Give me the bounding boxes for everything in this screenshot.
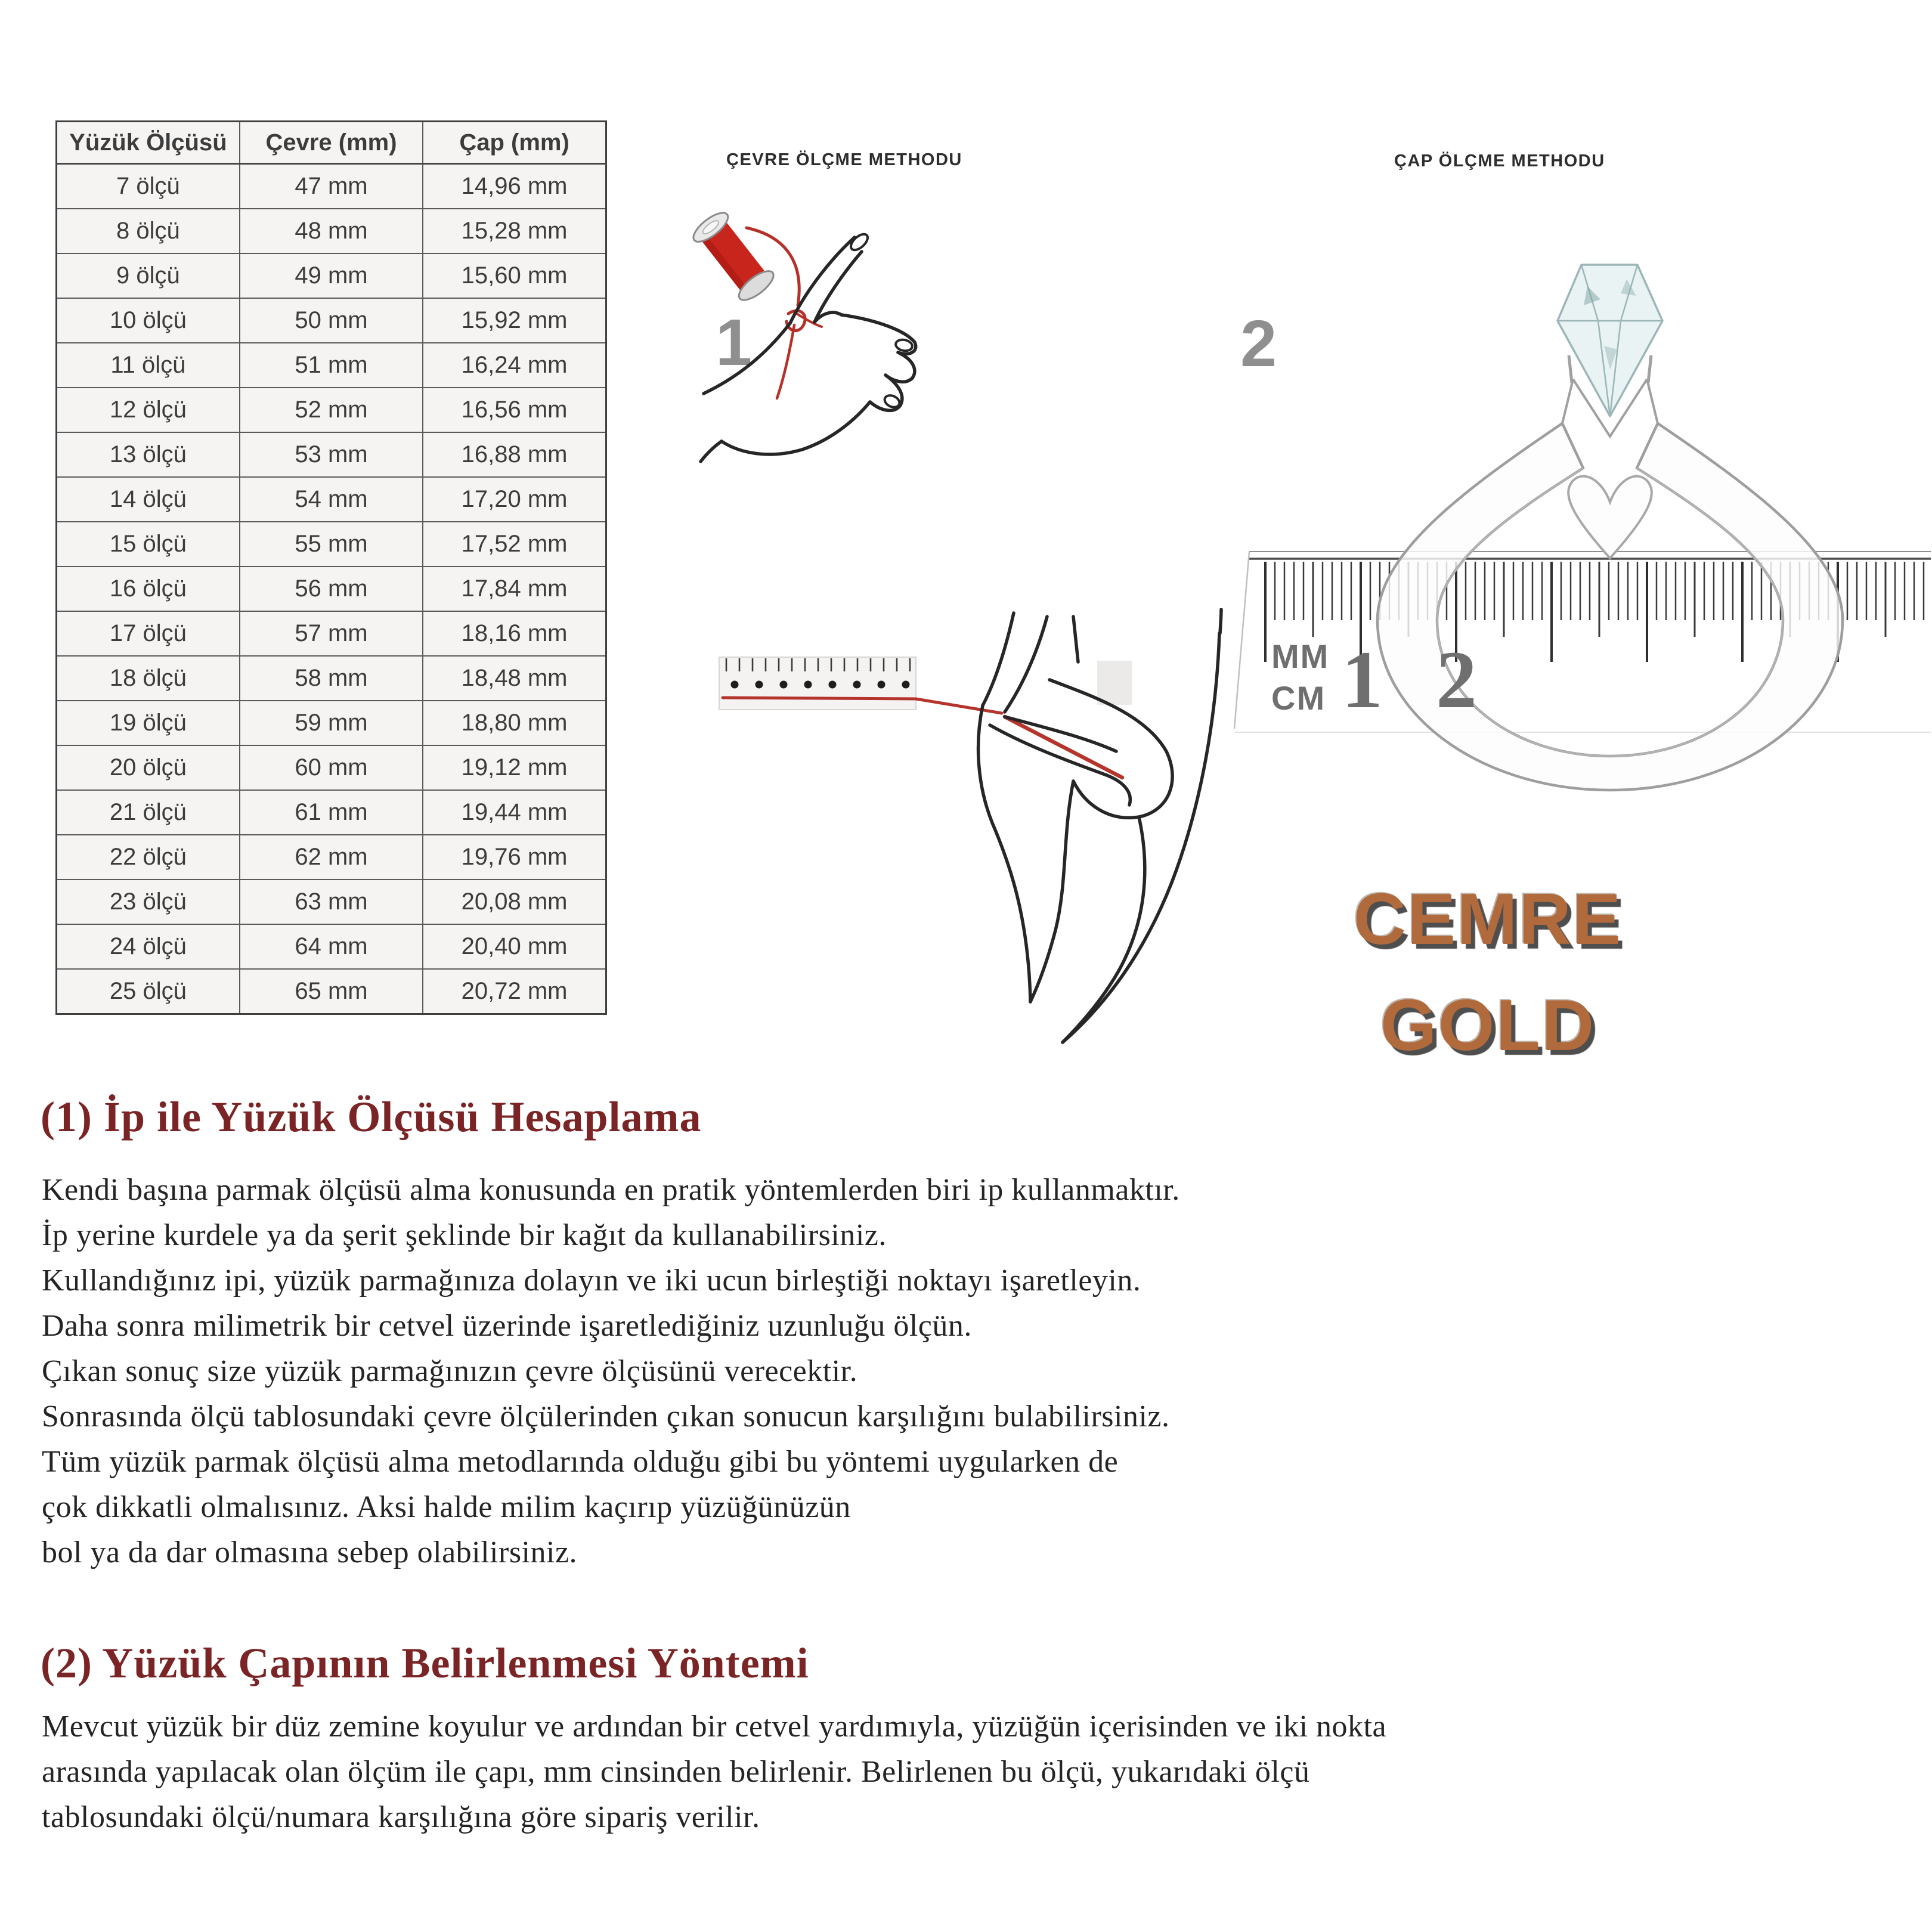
diameter-method-title: ÇAP ÖLÇME METHODU bbox=[1394, 151, 1605, 171]
table-row bbox=[57, 209, 606, 253]
heart-cutout bbox=[1568, 476, 1652, 558]
table-row bbox=[57, 924, 606, 969]
paragraph-line: İp yerine kurdele ya da şerit şeklinde bir kağıt da kullanabilirsiniz. bbox=[42, 1218, 887, 1252]
paragraph-line: bol ya da dar olmasına sebep olabilirsiniz. bbox=[42, 1535, 578, 1569]
table-cell: 15 ölçü bbox=[57, 522, 240, 566]
table-cell: 59 mm bbox=[240, 701, 423, 745]
table-row bbox=[57, 611, 606, 656]
section-1-heading: (1) İp ile Yüzük Ölçüsü Hesaplama bbox=[41, 1093, 702, 1141]
table-cell: 48 mm bbox=[240, 209, 423, 253]
table-cell: 57 mm bbox=[240, 611, 423, 656]
table-cell: 20,72 mm bbox=[423, 969, 606, 1014]
ring-on-ruler-illustration bbox=[1216, 227, 1932, 823]
paragraph-line: Mevcut yüzük bir düz zemine koyulur ve ardından bir cetvel yardımıyla, yüzüğün içerisinden ve iki nokta bbox=[42, 1710, 1387, 1744]
table-cell: 14 ölçü bbox=[57, 477, 240, 522]
table-row bbox=[57, 164, 606, 209]
table-cell: 18,48 mm bbox=[423, 656, 606, 701]
table-cell: 16,88 mm bbox=[423, 432, 606, 477]
paragraph-line: Sonrasında ölçü tablosundaki çevre ölçülerinden çıkan sonucun karşılığını bulabilirsiniz. bbox=[42, 1400, 1170, 1433]
table-row bbox=[57, 477, 606, 522]
table-cell: 65 mm bbox=[240, 969, 423, 1014]
brand-line-1: CEMRE bbox=[1353, 878, 1623, 959]
table-row bbox=[57, 253, 606, 298]
table-cell: 17,84 mm bbox=[423, 566, 606, 611]
paragraph-line: çok dikkatli olmalısınız. Aksi halde milim kaçırıp yüzüğünüzün bbox=[42, 1490, 851, 1524]
table-cell: 54 mm bbox=[240, 477, 423, 522]
section-2-heading: (2) Yüzük Çapının Belirlenmesi Yöntemi bbox=[41, 1639, 809, 1687]
table-cell: 17,52 mm bbox=[423, 522, 606, 566]
section-2-paragraph bbox=[42, 1704, 1386, 1840]
table-cell: 55 mm bbox=[240, 522, 423, 566]
ring-size-table bbox=[55, 120, 607, 1015]
paragraph-line: Tüm yüzük parmak ölçüsü alma metodlarında olduğu gibi bu yöntemi uygularken de bbox=[42, 1445, 1119, 1479]
table-row bbox=[57, 432, 606, 477]
table-cell: 20,40 mm bbox=[423, 924, 606, 969]
paragraph-line: arasında yapılacak olan ölçüm ile çapı, mm cinsinden belirlenir. Belirlenen bu ölçü, yukarıdaki ölçü bbox=[42, 1755, 1310, 1789]
table-cell: 19,44 mm bbox=[423, 790, 606, 835]
table-cell: 19,76 mm bbox=[423, 835, 606, 880]
table-row bbox=[57, 343, 606, 388]
table-cell: 61 mm bbox=[240, 790, 423, 835]
ruler-number-1: 1 bbox=[1342, 634, 1383, 725]
paragraph-line: Çıkan sonuç size yüzük parmağınızın çevre ölçüsünü verecektir. bbox=[42, 1354, 858, 1388]
table-cell: 49 mm bbox=[240, 253, 423, 298]
table-cell: 14,96 mm bbox=[423, 164, 606, 209]
table-cell: 60 mm bbox=[240, 745, 423, 790]
col-header-circumference: Çevre (mm) bbox=[240, 122, 423, 164]
table-cell: 51 mm bbox=[240, 343, 423, 388]
table-cell: 24 ölçü bbox=[57, 924, 240, 969]
table-cell: 64 mm bbox=[240, 924, 423, 969]
table-cell: 62 mm bbox=[240, 835, 423, 880]
thread-measuring-hand-illustration bbox=[680, 197, 966, 483]
table-cell: 52 mm bbox=[240, 388, 423, 432]
red-thread bbox=[747, 228, 822, 398]
table-cell: 22 ölçü bbox=[57, 835, 240, 880]
table-row bbox=[57, 566, 606, 611]
table-cell: 56 mm bbox=[240, 566, 423, 611]
table-cell: 16,24 mm bbox=[423, 343, 606, 388]
table-cell: 8 ölçü bbox=[57, 209, 240, 253]
paragraph-line: Kendi başına parmak ölçüsü alma konusunda en pratik yöntemlerden biri ip kullanmaktır. bbox=[42, 1173, 1180, 1207]
table-cell: 18,80 mm bbox=[423, 701, 606, 745]
diamond-icon bbox=[1558, 265, 1662, 416]
table-header bbox=[57, 122, 606, 164]
col-header-diameter: Çap (mm) bbox=[423, 122, 606, 164]
ruler-cm-label: CM bbox=[1271, 679, 1326, 717]
table-row bbox=[57, 298, 606, 343]
table-header-row bbox=[57, 122, 606, 164]
thread-on-ruler-hand-illustration bbox=[680, 608, 1240, 1061]
table-row bbox=[57, 656, 606, 701]
brand-line-2: GOLD bbox=[1380, 984, 1596, 1066]
table-cell: 21 ölçü bbox=[57, 790, 240, 835]
table-cell: 23 ölçü bbox=[57, 880, 240, 924]
brand-logo bbox=[1330, 866, 1646, 1078]
paragraph-line: Kullandığınız ipi, yüzük parmağınıza dolayın ve iki ucun birleştiği noktayı işaretleyin. bbox=[42, 1264, 1141, 1298]
table-cell: 19,12 mm bbox=[423, 745, 606, 790]
table-cell: 16,56 mm bbox=[423, 388, 606, 432]
step-2-label: 2 bbox=[1240, 307, 1277, 380]
table-cell: 50 mm bbox=[240, 298, 423, 343]
table-cell: 13 ölçü bbox=[57, 432, 240, 477]
table-cell: 10 ölçü bbox=[57, 298, 240, 343]
thread-spool-icon bbox=[689, 208, 778, 305]
table-cell: 17 ölçü bbox=[57, 611, 240, 656]
table-cell: 25 ölçü bbox=[57, 969, 240, 1014]
table-cell: 58 mm bbox=[240, 656, 423, 701]
step-1-label: 1 bbox=[716, 306, 753, 379]
paragraph-line: Daha sonra milimetrik bir cetvel üzerinde işaretlediğiniz uzunluğu ölçün. bbox=[42, 1309, 972, 1343]
large-ruler-labels bbox=[1271, 634, 1477, 725]
ruler-number-2: 2 bbox=[1436, 634, 1477, 725]
table-row bbox=[57, 701, 606, 745]
paragraph-line: tablosundaki ölçü/numara karşılığına göre sipariş verilir. bbox=[42, 1800, 760, 1834]
table-row bbox=[57, 880, 606, 924]
table-row bbox=[57, 388, 606, 432]
col-header-ring-size: Yüzük Ölçüsü bbox=[57, 122, 240, 164]
table-row bbox=[57, 835, 606, 880]
table-row bbox=[57, 745, 606, 790]
table-cell: 12 ölçü bbox=[57, 388, 240, 432]
table-cell: 18,16 mm bbox=[423, 611, 606, 656]
section-1-paragraph bbox=[42, 1168, 1180, 1575]
table-cell: 19 ölçü bbox=[57, 701, 240, 745]
table-cell: 11 ölçü bbox=[57, 343, 240, 388]
table-cell: 15,28 mm bbox=[423, 209, 606, 253]
table-cell: 63 mm bbox=[240, 880, 423, 924]
table-row bbox=[57, 790, 606, 835]
table-cell: 53 mm bbox=[240, 432, 423, 477]
table-cell: 15,60 mm bbox=[423, 253, 606, 298]
table-body bbox=[57, 164, 606, 1014]
table-cell: 9 ölçü bbox=[57, 253, 240, 298]
table-cell: 7 ölçü bbox=[57, 164, 240, 209]
circumference-method-title: ÇEVRE ÖLÇME METHODU bbox=[726, 150, 962, 169]
table-cell: 17,20 mm bbox=[423, 477, 606, 522]
ruler-mm-label: MM bbox=[1271, 637, 1330, 675]
ruler-end-block bbox=[1097, 661, 1132, 705]
table-cell: 20 ölçü bbox=[57, 745, 240, 790]
table-row bbox=[57, 522, 606, 566]
table-row bbox=[57, 969, 606, 1014]
table-cell: 15,92 mm bbox=[423, 298, 606, 343]
table-cell: 18 ölçü bbox=[57, 656, 240, 701]
table-cell: 16 ölçü bbox=[57, 566, 240, 611]
table-cell: 47 mm bbox=[240, 164, 423, 209]
table-cell: 20,08 mm bbox=[423, 880, 606, 924]
